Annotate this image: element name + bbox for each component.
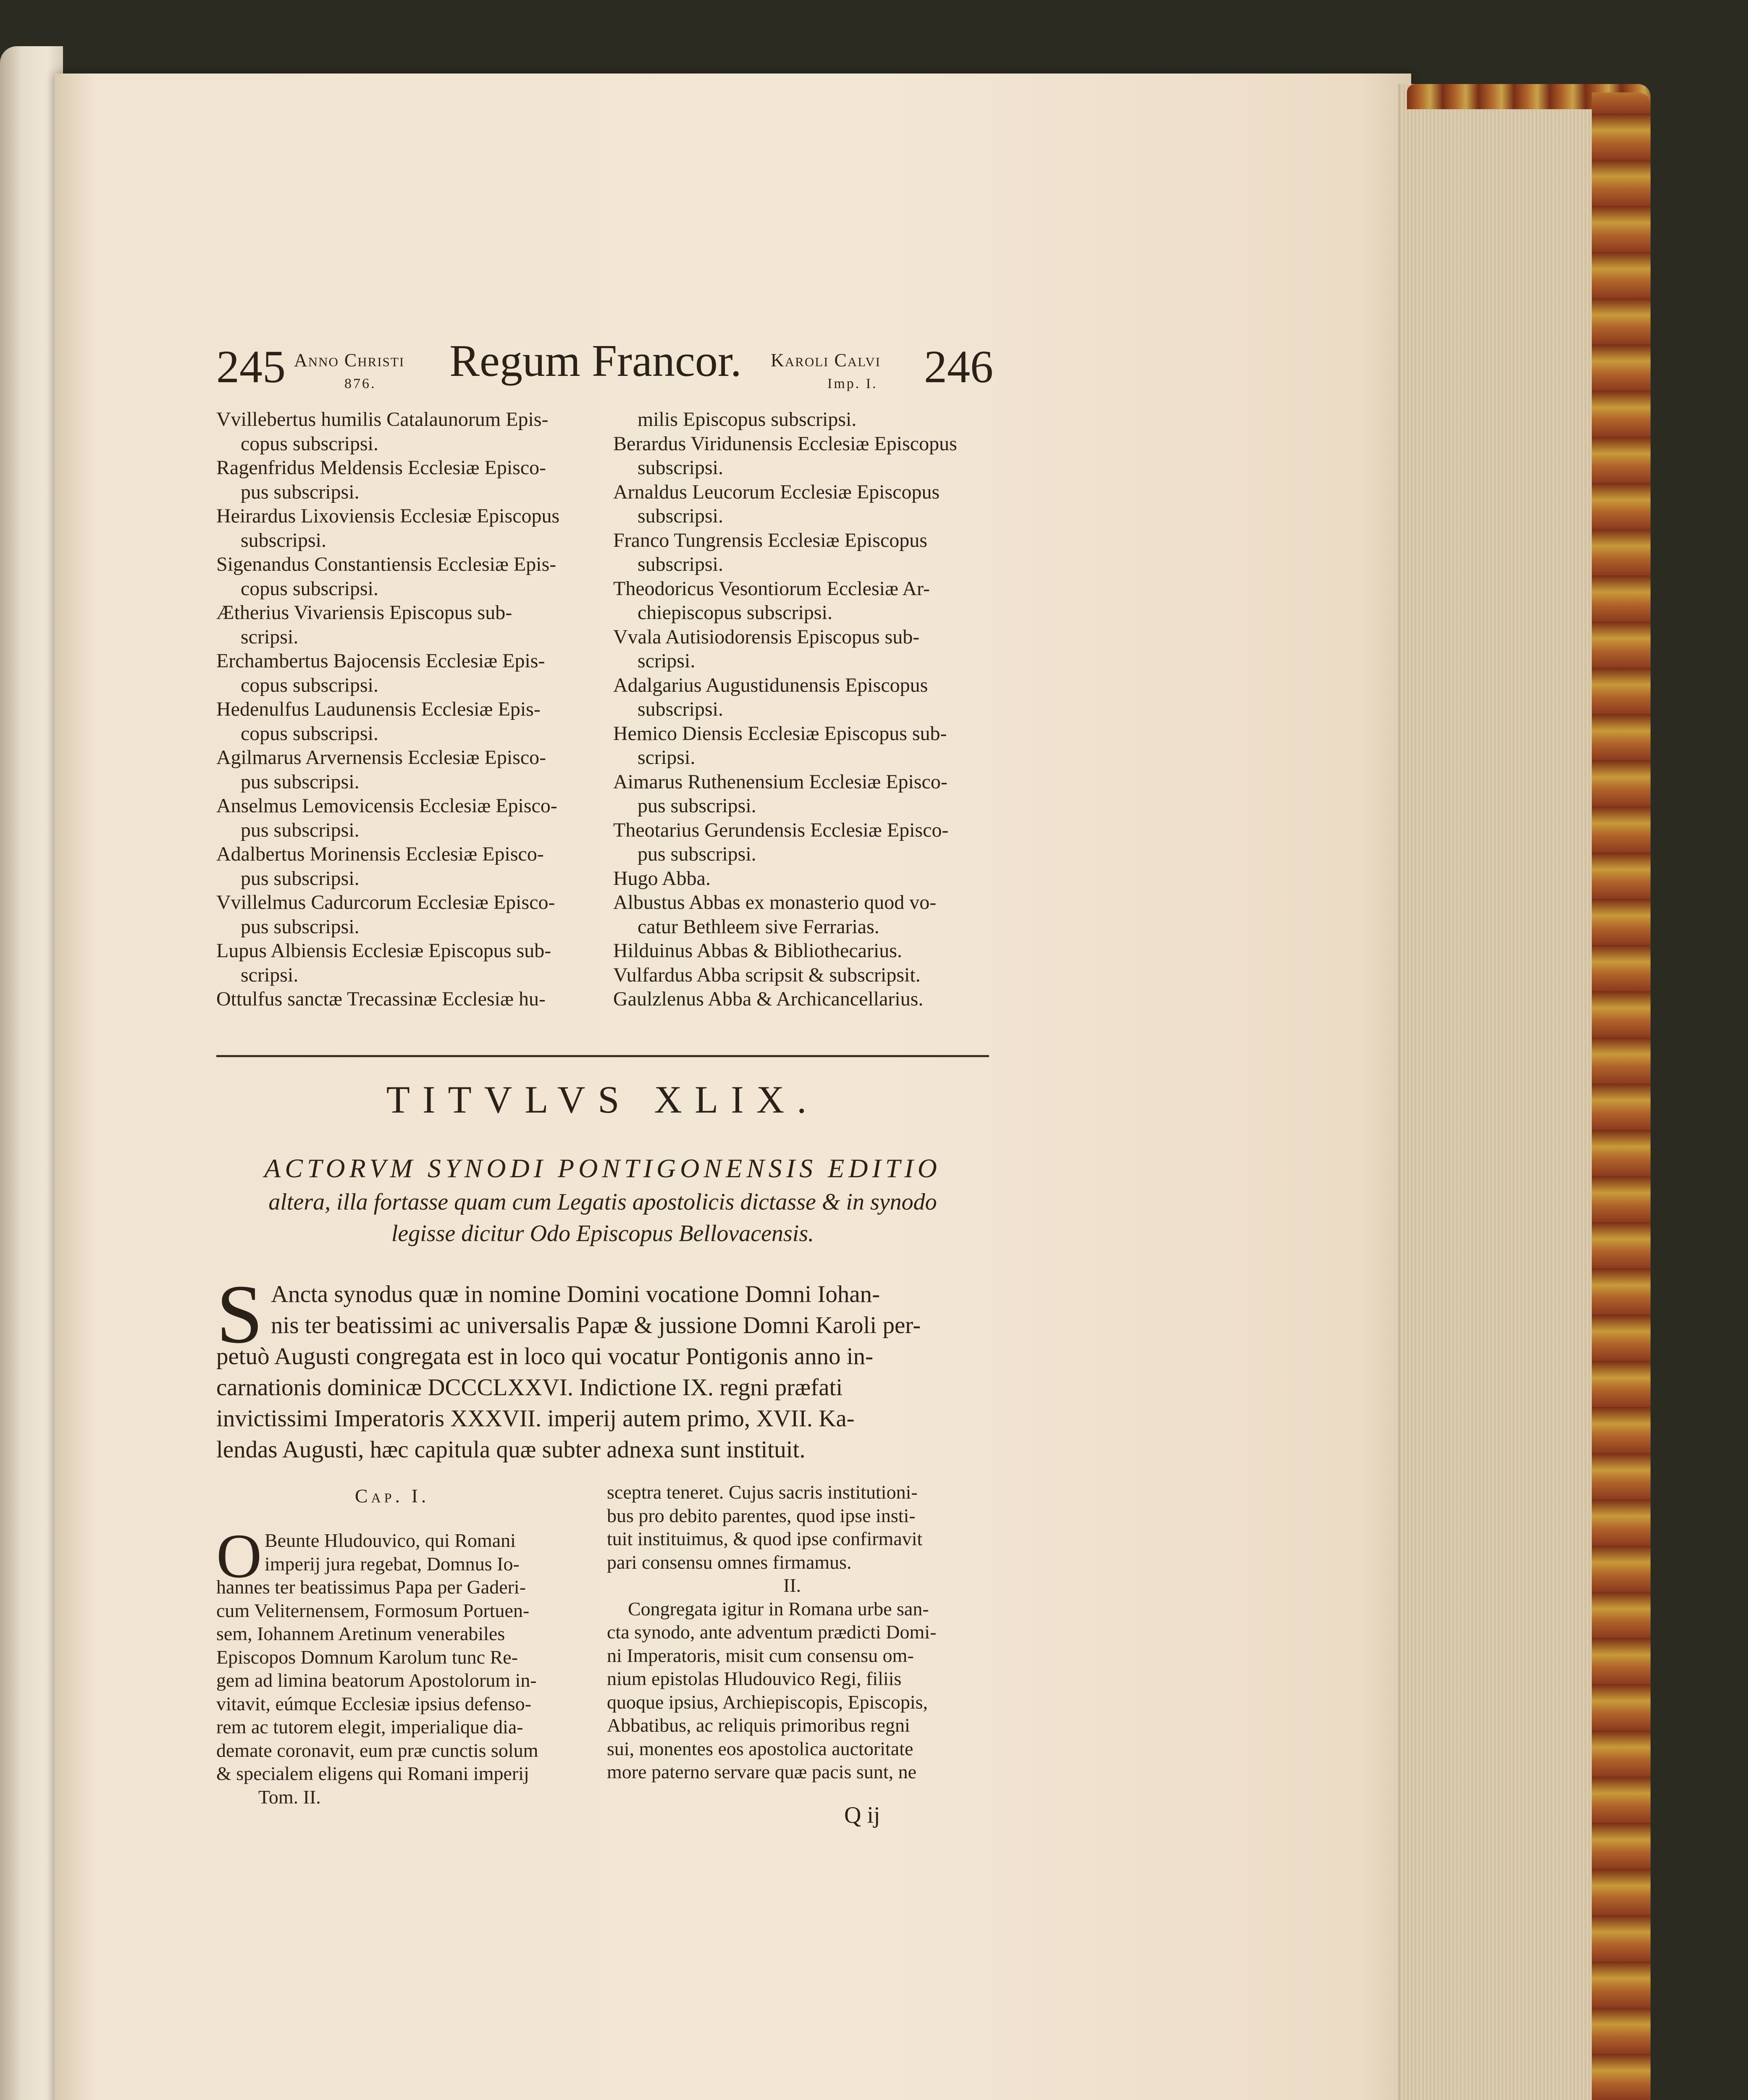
catchword: Q ij xyxy=(844,1802,880,1828)
drop-cap-o: O xyxy=(216,1521,262,1591)
signatory-line: pus subscripsi. xyxy=(241,480,360,503)
signatory-line: subscripsi. xyxy=(638,457,723,479)
signatory-line: scripsi. xyxy=(241,625,299,648)
paragraph-line: lendas Augusti, hæc capitula quæ subter adnexa sunt instituit. xyxy=(216,1436,806,1463)
signatory-line: copus subscripsi. xyxy=(241,577,378,600)
signature-mark: Tom. II. xyxy=(258,1786,321,1808)
signatory-line: Hedenulfus Laudunensis Ecclesiæ Epis- xyxy=(216,698,541,720)
signatory-line: Agilmarus Arvernensis Ecclesiæ Episco- xyxy=(216,746,546,769)
signatory-line: Gaulzlenus Abba & Archicancellarius. xyxy=(613,988,924,1010)
body-line: sceptra teneret. Cujus sacris institutioni- xyxy=(607,1481,918,1503)
chapter-line: hannes ter beatissimus Papa per Gaderi- xyxy=(216,1576,526,1598)
body-line: nium epistolas Hludouvico Regi, filiis xyxy=(607,1668,902,1689)
chapter-line: Episcopos Domnum Karolum tunc Re- xyxy=(216,1646,518,1668)
signatory-line: Hemico Diensis Ecclesiæ Episcopus sub- xyxy=(613,722,947,745)
body-line: bus pro debito parentes, quod ipse insti- xyxy=(607,1504,916,1526)
signatory-line: scripsi. xyxy=(638,650,696,672)
signatory-line: pus subscripsi. xyxy=(638,795,756,817)
signatory-line: Arnaldus Leucorum Ecclesiæ Episcopus xyxy=(613,480,940,503)
running-title: Regum Francor. xyxy=(449,336,742,386)
chapter-line: demate coronavit, eum præ cunctis solum xyxy=(216,1739,538,1761)
chapter-line: sem, Iohannem Aretinum venerabiles xyxy=(216,1623,505,1644)
subtitle-line-1: ACTORVM SYNODI PONTIGONENSIS EDITIO xyxy=(264,1153,941,1183)
signatory-line: subscripsi. xyxy=(638,698,723,720)
signatory-line: scripsi. xyxy=(241,963,299,986)
signatory-line: copus subscripsi. xyxy=(241,432,378,455)
chapter-1-column xyxy=(216,1529,538,1809)
page-number-right: 246 xyxy=(924,341,993,392)
signatory-line: milis Episcopus subscripsi. xyxy=(638,408,857,430)
book-cover-spine xyxy=(1592,92,1651,2100)
titulus-heading: TITVLVS XLIX. xyxy=(386,1078,819,1121)
signatory-line: chiepiscopus subscripsi. xyxy=(638,601,832,624)
body-line: ni Imperatoris, misit cum consensu om- xyxy=(607,1644,914,1666)
chapter-line: & specialem eligens qui Romani imperij xyxy=(216,1763,529,1784)
signatory-line: Lupus Albiensis Ecclesiæ Episcopus sub- xyxy=(216,940,551,962)
signatory-line: Vvala Autisiodorensis Episcopus sub- xyxy=(613,625,920,648)
body-line: tuit instituimus, & quod ipse confirmavit xyxy=(607,1528,923,1549)
section-divider xyxy=(216,1055,989,1057)
signatory-line: Vvillebertus humilis Catalaunorum Epis- xyxy=(216,408,549,430)
drop-cap-s: S xyxy=(216,1268,263,1361)
subtitle-line-3: legisse dicitur Odo Episcopus Bellovacensis. xyxy=(391,1221,814,1247)
body-line: sui, monentes eos apostolica auctoritate xyxy=(607,1738,913,1759)
chapter-heading-1: Cap. I. xyxy=(355,1485,430,1507)
signatory-line: Hugo Abba. xyxy=(613,867,711,890)
chapter-line: gem ad limina beatorum Apostolorum in- xyxy=(216,1670,537,1691)
signatory-line: Hilduinus Abbas & Bibliothecarius. xyxy=(613,940,902,962)
signatory-line: copus subscripsi. xyxy=(241,722,378,745)
signatory-line: Anselmus Lemovicensis Ecclesiæ Episco- xyxy=(216,795,557,817)
signatory-line: subscripsi. xyxy=(638,505,723,527)
signatory-line: Vvillelmus Cadurcorum Ecclesiæ Episco- xyxy=(216,891,555,914)
signatory-line: Franco Tungrensis Ecclesiæ Episcopus xyxy=(613,529,927,551)
signatories-left-column xyxy=(216,407,559,1011)
body-line: quoque ipsius, Archiepiscopis, Episcopis, xyxy=(607,1691,928,1713)
paragraph-line: nis ter beatissimi ac universalis Papæ & jussione Domni Karoli per- xyxy=(271,1312,921,1339)
intro-paragraph xyxy=(216,1279,989,1465)
paragraph-line: carnationis dominicæ DCCCLXXVI. Indictione IX. regni præfati xyxy=(216,1374,843,1401)
signatory-line: pus subscripsi. xyxy=(241,819,360,841)
anno-christi-label: Anno Christi xyxy=(294,350,405,370)
chapter-line: vitavit, eúmque Ecclesiæ ipsius defenso- xyxy=(216,1693,531,1714)
signatories-right-column xyxy=(613,407,957,1011)
body-line: pari consensu omnes firmamus. xyxy=(607,1551,852,1573)
body-line: Congregata igitur in Romana urbe san- xyxy=(628,1598,929,1620)
paragraph-line: invictissimi Imperatoris XXXVII. imperij autem primo, XVII. Ka- xyxy=(216,1405,855,1432)
signatory-line: Vulfardus Abba scripsit & subscripsit. xyxy=(613,963,921,986)
paragraph-line: Ancta synodus quæ in nomine Domini vocatione Domni Iohan- xyxy=(271,1281,880,1307)
paragraph-line: petuò Augusti congregata est in loco qui vocatur Pontigonis anno in- xyxy=(216,1343,874,1370)
chapter-line: imperij jura regebat, Domnus Io- xyxy=(265,1553,520,1575)
signatory-line: Aimarus Ruthenensium Ecclesiæ Episco- xyxy=(613,770,947,793)
left-page-edge xyxy=(0,46,63,2100)
signatory-line: catur Bethleem sive Ferrarias. xyxy=(638,915,879,938)
signatory-line: pus subscripsi. xyxy=(241,770,360,793)
signatory-line: Albustus Abbas ex monasterio quod vo- xyxy=(613,891,937,914)
year-label: 876. xyxy=(344,376,376,391)
body-line: more paterno servare quæ pacis sunt, ne xyxy=(607,1761,917,1782)
signatory-line: pus subscripsi. xyxy=(638,843,756,865)
signatory-line: subscripsi. xyxy=(241,529,326,551)
signatory-line: Ætherius Vivariensis Episcopus sub- xyxy=(216,601,512,624)
signatory-line: scripsi. xyxy=(638,746,696,769)
signatory-line: Theodoricus Vesontiorum Ecclesiæ Ar- xyxy=(613,577,930,600)
signatory-line: Adalgarius Augustidunensis Episcopus xyxy=(613,674,928,696)
imperial-year-label: Imp. I. xyxy=(827,376,878,391)
chapter-line: rem ac tutorem elegit, imperialique dia- xyxy=(216,1716,523,1738)
signatory-line: Theotarius Gerundensis Ecclesiæ Episco- xyxy=(613,819,949,841)
karoli-calvi-label: Karoli Calvi xyxy=(771,350,881,370)
chapter-line: cum Veliternensem, Formosum Portuen- xyxy=(216,1599,530,1621)
signatory-line: pus subscripsi. xyxy=(241,867,360,890)
signatory-line: Erchambertus Bajocensis Ecclesiæ Epis- xyxy=(216,650,545,672)
signatory-line: Ottulfus sanctæ Trecassinæ Ecclesiæ hu- xyxy=(216,988,546,1010)
signatory-line: Ragenfridus Meldensis Ecclesiæ Episco- xyxy=(216,457,546,479)
signatory-line: pus subscripsi. xyxy=(241,915,360,938)
body-line: cta synodo, ante adventum prædicti Domi- xyxy=(607,1621,937,1643)
chapter-line: Beunte Hludouvico, qui Romani xyxy=(265,1530,516,1551)
signatory-line: Berardus Viridunensis Ecclesiæ Episcopus xyxy=(613,432,957,455)
body-line: Abbatibus, ac reliquis primoribus regni xyxy=(607,1714,910,1736)
page-edges xyxy=(1399,84,1597,2100)
subtitle-line-2: altera, illa fortasse quam cum Legatis apostolicis dictasse & in synodo xyxy=(268,1189,937,1215)
signatory-line: Adalbertus Morinensis Ecclesiæ Episco- xyxy=(216,843,544,865)
right-body-column xyxy=(607,1480,936,1784)
page-number-left: 245 xyxy=(216,341,286,392)
signatory-line: copus subscripsi. xyxy=(241,674,378,696)
signatory-line: Heirardus Lixoviensis Ecclesiæ Episcopus xyxy=(216,505,560,527)
signatory-line: subscripsi. xyxy=(638,553,723,575)
signatory-line: Sigenandus Constantiensis Ecclesiæ Epis- xyxy=(216,553,556,575)
chapter-heading-2: II. xyxy=(783,1575,801,1596)
